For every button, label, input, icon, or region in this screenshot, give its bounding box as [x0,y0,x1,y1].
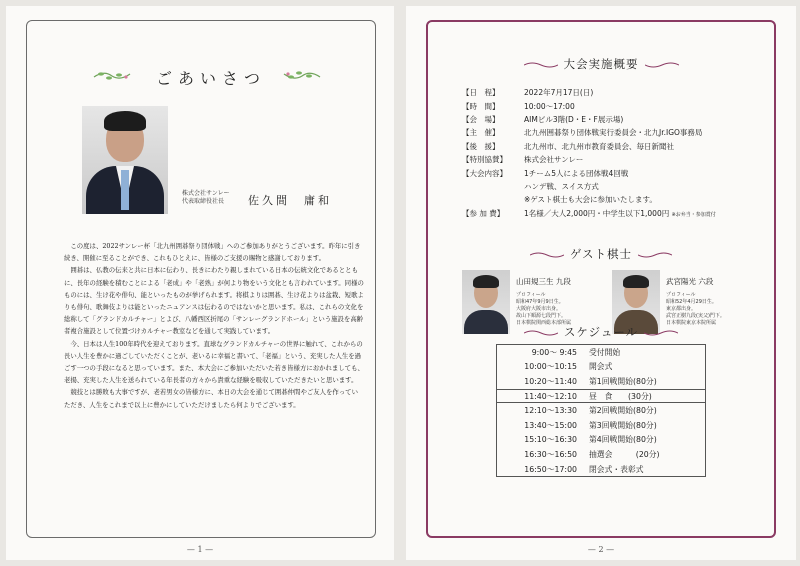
schedule-time: 9:00〜 9:45 [531,347,577,357]
info-row [462,113,716,126]
schedule-event: 第2回戦開始(80分) [589,406,657,416]
guest-heading [406,246,796,262]
profile-line: 武宮正樹九段(実父)門下。 [666,313,725,319]
left-page [6,6,394,560]
company-name: 株式会社サンレー [182,190,230,197]
schedule-row [497,403,705,418]
info-row [462,99,716,112]
heading-ornament-icon [524,329,558,337]
schedule-time: 10:00〜10:15 [524,362,577,372]
greeting-title: ごあいさつ [155,69,266,88]
schedule-time: 15:10〜16:30 [524,435,577,445]
info-value: 10:00〜17:00 [524,101,575,111]
schedule-time: 10:20〜11:40 [524,376,577,386]
info-row [462,180,716,193]
schedule-time: 11:40〜12:10 [524,391,577,401]
schedule-row [497,462,705,477]
info-label: 【後 援】 [462,141,500,151]
fee-note: ※お弁当・参加賞付 [671,211,716,218]
profile-line: 昭和52年4月29日生。 [666,299,717,305]
profile-line: 日本棋院東京本院所属 [666,320,717,326]
greeting-paragraph: この度は、2022サンレー杯「北九州囲碁祭り団体戦」へのご参加ありがとうございます。昨年に引き続き、開催に至ることができ、これもひとえに、皆様のご支援の賜物と感謝しております。 [64,242,361,263]
guest-profile [516,292,571,327]
schedule-event: 昼 食 (30分) [589,391,652,401]
profile-line: 大阪府大阪市出身。 [516,306,562,312]
schedule-row [497,389,705,404]
signer-name: 佐久間 庸和 [248,194,332,207]
heading-ornament-icon [638,251,672,259]
info-row [462,193,716,206]
schedule-row [497,447,705,462]
schedule-time: 16:50〜17:00 [524,464,577,474]
page-number: — 2 — [587,545,615,554]
profile-label: プロフィール [666,292,696,298]
profile-line: 東京都出身。 [666,306,697,312]
info-label: 【参 加 費】 [462,208,505,218]
schedule-row [497,345,705,360]
right-page [406,6,796,560]
schedule-row [497,433,705,448]
info-label: 【日 程】 [462,88,500,98]
info-value: 株式会社サンレー [524,155,584,165]
info-row [462,207,716,220]
event-info-table [462,86,716,220]
schedule-row [497,360,705,375]
schedule-heading [406,324,796,340]
guest-name: 武宮陽光 六段 [666,277,714,286]
schedule-row [497,374,705,389]
guest-title: ゲスト棋士 [569,247,633,261]
schedule-event: 抽選会 (20分) [589,449,660,459]
heading-ornament-icon [644,329,678,337]
schedule-time: 13:40〜15:00 [524,420,577,430]
schedule-table [496,344,706,477]
info-value: ※ゲスト棋士も大会に参加いたします。 [524,195,657,205]
heading-ornament-icon [530,251,564,259]
guest-name: 山田規三生 九段 [516,277,571,286]
info-label: 【時 間】 [462,101,500,111]
schedule-event: 第3回戦開始(80分) [589,420,657,430]
greeting-paragraph: 今、日本は人生100年時代を迎えております。直球なグランドカルチャーの世界に触れて、これからの長い人生を豊かに過ごしていただくことが、老いるに幸福と書いて、「老福」という、充実した人生を過ごす一つの手段になると思っています。また、本大会にご参加いただいた若き皆様方におかれましても、老揚、充実した人生を送られている年長者の方々から貴重な経験を吸収していただきたいと思います。 [64,339,364,385]
info-value: AIMビル3階(D・E・F展示場) [524,114,624,124]
vine-ornament-right-icon [282,68,322,82]
greeting-paragraph: 競技とは勝敗も大事ですが、老若男女の皆様方に、本日の大会を通じて囲碁仲間やご友人を作っていただき、人生をこれまで以上に豊かにしていただけましたら何よりでございます。 [64,388,358,409]
schedule-event: 閉会式・表彰式 [589,464,644,474]
profile-line: 故山下順源七段門下。 [516,313,567,319]
schedule-event: 第4回戦開始(80分) [589,435,657,445]
profile-line: 日本棋院関西総本部所属 [516,320,572,326]
info-row [462,166,716,179]
signer-position: 代表取締役社長 [182,198,225,205]
info-value: 北九州市、北九州市教育委員会、毎日新聞社 [524,141,674,151]
info-value: 2022年7月17日(日) [524,88,594,98]
fee-value: 1名様／大人2,000円・中学生以下1,000円 [524,208,670,218]
info-row [462,126,716,139]
info-label: 【特別協賛】 [462,155,507,165]
info-label [462,193,522,206]
greeting-paragraph: 囲碁は、仏教の伝来と共に日本に伝わり、長きにわたり親しまれている日本の伝統文化であるとともに、長年の経験を積むことによる「老成」や「老熟」が何より物をいう文化とも言われています。同様のものには、生け花や俳句、能といったものが挙げられます。将棋よりは囲碁、生け花よりは盆栽、短歌よりも俳句、歌舞伎よりは能といったニュアンスは伝わるのではないかと思います。私は、これらの文化を総称して「グランドカルチャー」とよび、八幡西区折尾の「サンレーグランドホール」という施設を高齢者複合施設として位置づけカルチャー教室などを通して実践しています。 [64,266,364,336]
overview-heading [406,56,796,72]
profile-label: プロフィール [516,292,546,298]
schedule-row [497,418,705,433]
info-row [462,86,716,99]
guest-profile [666,292,725,327]
heading-ornament-icon [645,61,679,69]
info-value: 北九州囲碁祭り団体戦実行委員会・北九Jr.IGO事務局 [524,128,703,138]
info-row [462,140,716,153]
president-portrait [82,106,168,214]
info-label: 【大会内容】 [462,168,507,178]
schedule-event: 開会式 [589,362,613,372]
info-label: 【主 催】 [462,128,500,138]
signature-block [182,190,230,206]
info-row [462,153,716,166]
heading-ornament-icon [524,61,558,69]
greeting-body [64,240,364,411]
info-value: 1チーム5人による団体戦4回戦 [524,168,629,178]
schedule-time: 12:10〜13:30 [524,406,577,416]
info-value [522,207,716,220]
overview-title: 大会実施概要 [563,57,639,71]
schedule-event: 第1回戦開始(80分) [589,376,657,386]
info-label [462,180,522,193]
page-number: — 1 — [186,545,214,554]
profile-line: 昭和47年9月9日生。 [516,299,564,305]
info-value: ハンデ戦、スイス方式 [524,181,599,191]
schedule-title: スケジュール [563,325,639,339]
schedule-time: 16:30〜16:50 [524,449,577,459]
info-label: 【会 場】 [462,114,500,124]
schedule-event: 受付開始 [589,347,621,357]
